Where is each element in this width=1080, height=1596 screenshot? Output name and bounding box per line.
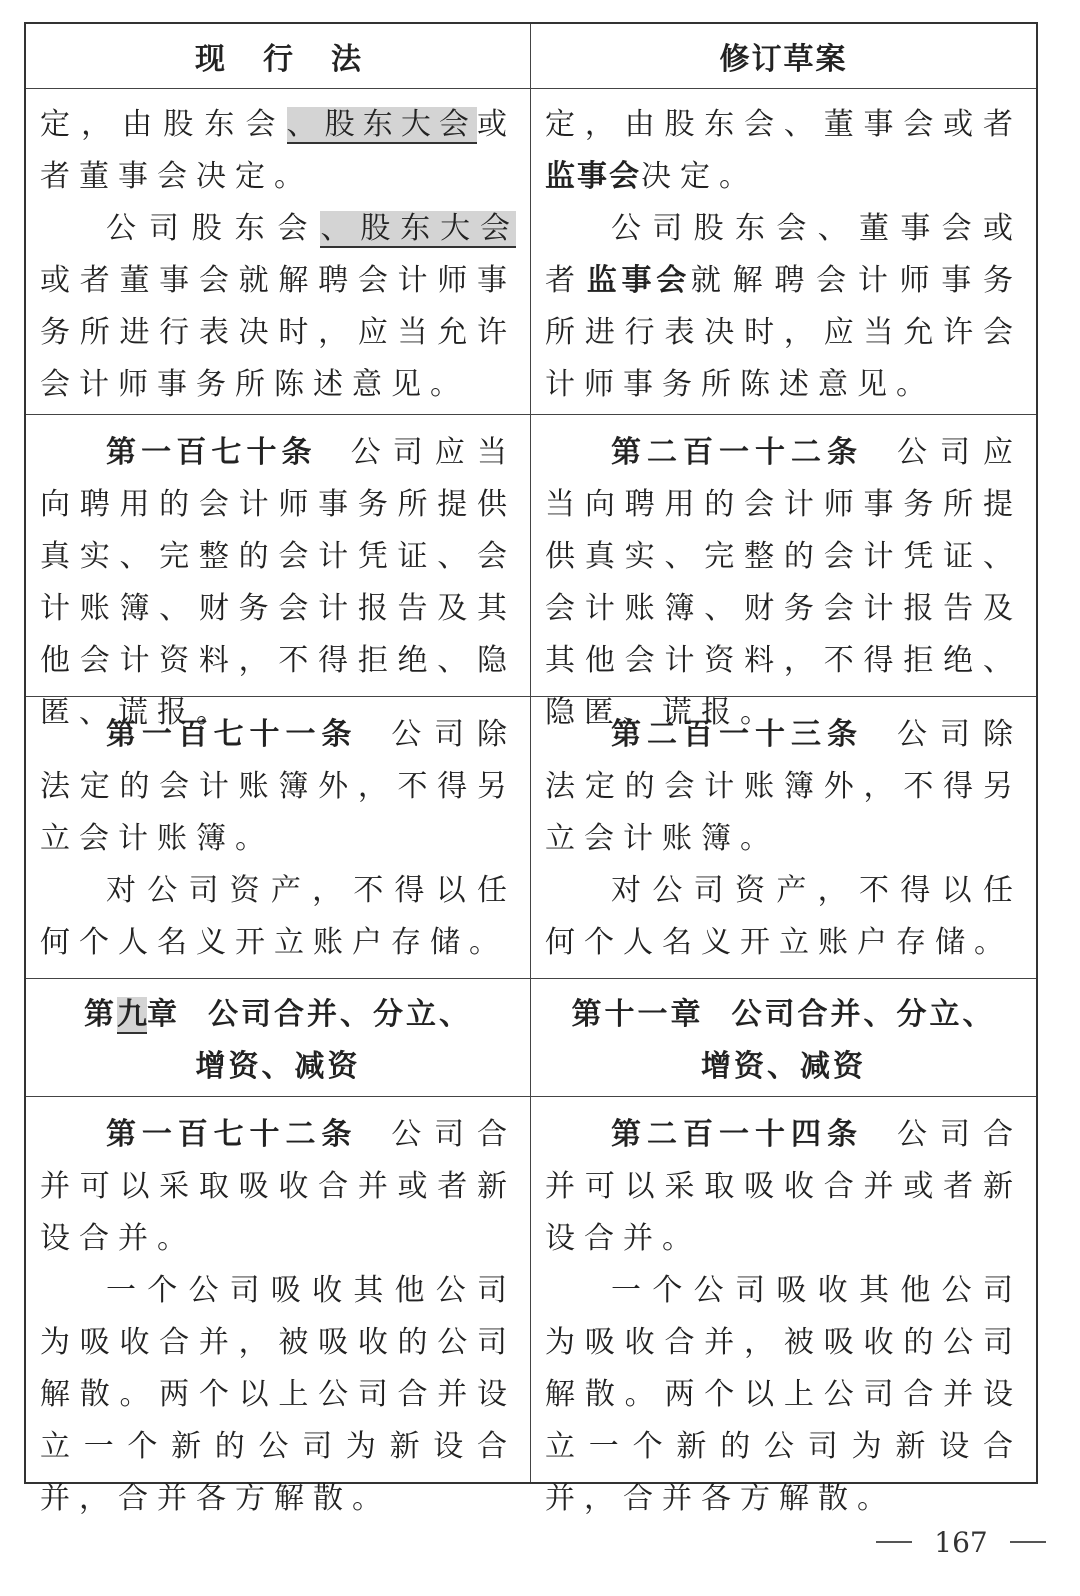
highlight-deleted: 九 [117,997,147,1032]
highlight-deleted: 、股东大会 [320,211,517,246]
article-number: 第二百一十三条 [611,717,863,752]
left-dash [876,1541,912,1543]
article-paragraph: 第二百一十二条 公司应当向聘用的会计师事务所提供真实、完整的会计凭证、会计账簿、财务会计报告及其他会计资料，不得拒绝、隐匿、谎报。 [545,435,1022,730]
bold-added: 监事会 [545,159,641,194]
paragraph: 定，由股东会、董事会或者监事会决定。 [545,107,1022,194]
cell-current-law [26,1097,531,1516]
highlight-deleted: 、股东大会 [286,107,478,142]
paragraph: 公司股东会、董事会或者监事会就解聘会计师事务所进行表决时，应当允许会计师事务所陈述意见。 [545,211,1023,402]
article-paragraph: 第一百七十二条 公司合并可以采取吸收合并或者新设合并。 [40,1117,517,1256]
paragraph: 定，由股东会、股东大会或者董事会决定。 [40,107,517,194]
table-header-row [26,24,1036,88]
right-dash [1010,1541,1046,1543]
cell-current-law [26,979,531,1096]
table-row [26,414,1036,730]
cell-revised-draft [531,89,1036,414]
bold-added: 监事会 [586,263,691,298]
paragraph: 一个公司吸收其他公司为吸收合并，被吸收的公司解散。两个以上公司合并设立一个新的公司为新设合并，合并各方解散。 [40,1273,516,1516]
article-number: 第一百七十一条 [106,717,358,752]
cell-revised-draft [531,979,1036,1096]
chapter-heading: 第十一章 公司合并、分立、 [571,997,996,1032]
cell-current-law [26,89,531,414]
paragraph: 对公司资产，不得以任何个人名义开立账户存储。 [545,873,1022,960]
table-row [26,696,1036,978]
page-footer [876,1522,1046,1562]
header-current-law: 现行法 [26,24,531,88]
cell-revised-draft [531,415,1036,730]
cell-revised-draft [531,1097,1036,1516]
chapter-heading-line2: 增资、减资 [701,1049,866,1084]
cell-revised-draft [531,697,1036,978]
comparison-table [24,22,1038,1516]
article-paragraph: 第一百七十一条 公司除法定的会计账簿外，不得另立会计账簿。 [40,717,517,856]
paragraph: 一个公司吸收其他公司为吸收合并，被吸收的公司解散。两个以上公司合并设立一个新的公司为新设合并，合并各方解散。 [545,1273,1022,1516]
page-number: 167 [934,1525,988,1559]
article-paragraph: 第二百一十三条 公司除法定的会计账簿外，不得另立会计账簿。 [545,717,1022,856]
cell-current-law [26,415,531,730]
article-number: 第一百七十二条 [106,1117,358,1152]
chapter-heading: 第九章 公司合并、分立、 [84,997,472,1032]
cell-current-law [26,697,531,978]
table-row [26,88,1036,414]
article-number: 第一百七十条 [106,435,317,470]
article-paragraph: 第一百七十条 公司应当向聘用的会计师事务所提供真实、完整的会计凭证、会计账簿、财务会计报告及其他会计资料，不得拒绝、隐匿、谎报。 [40,435,517,730]
article-number: 第二百一十二条 [611,435,863,470]
article-number: 第二百一十四条 [611,1117,863,1152]
table-row [26,1096,1036,1516]
header-revised-draft: 修订草案 [719,42,848,77]
paragraph: 公司股东会、股东大会或者董事会就解聘会计师事务所进行表决时，应当允许会计师事务所陈述意见。 [40,211,517,402]
paragraph: 对公司资产，不得以任何个人名义开立账户存储。 [40,873,516,960]
article-paragraph: 第二百一十四条 公司合并可以采取吸收合并或者新设合并。 [545,1117,1022,1256]
chapter-row [26,978,1036,1096]
chapter-heading-line2: 增资、减资 [195,1049,361,1084]
